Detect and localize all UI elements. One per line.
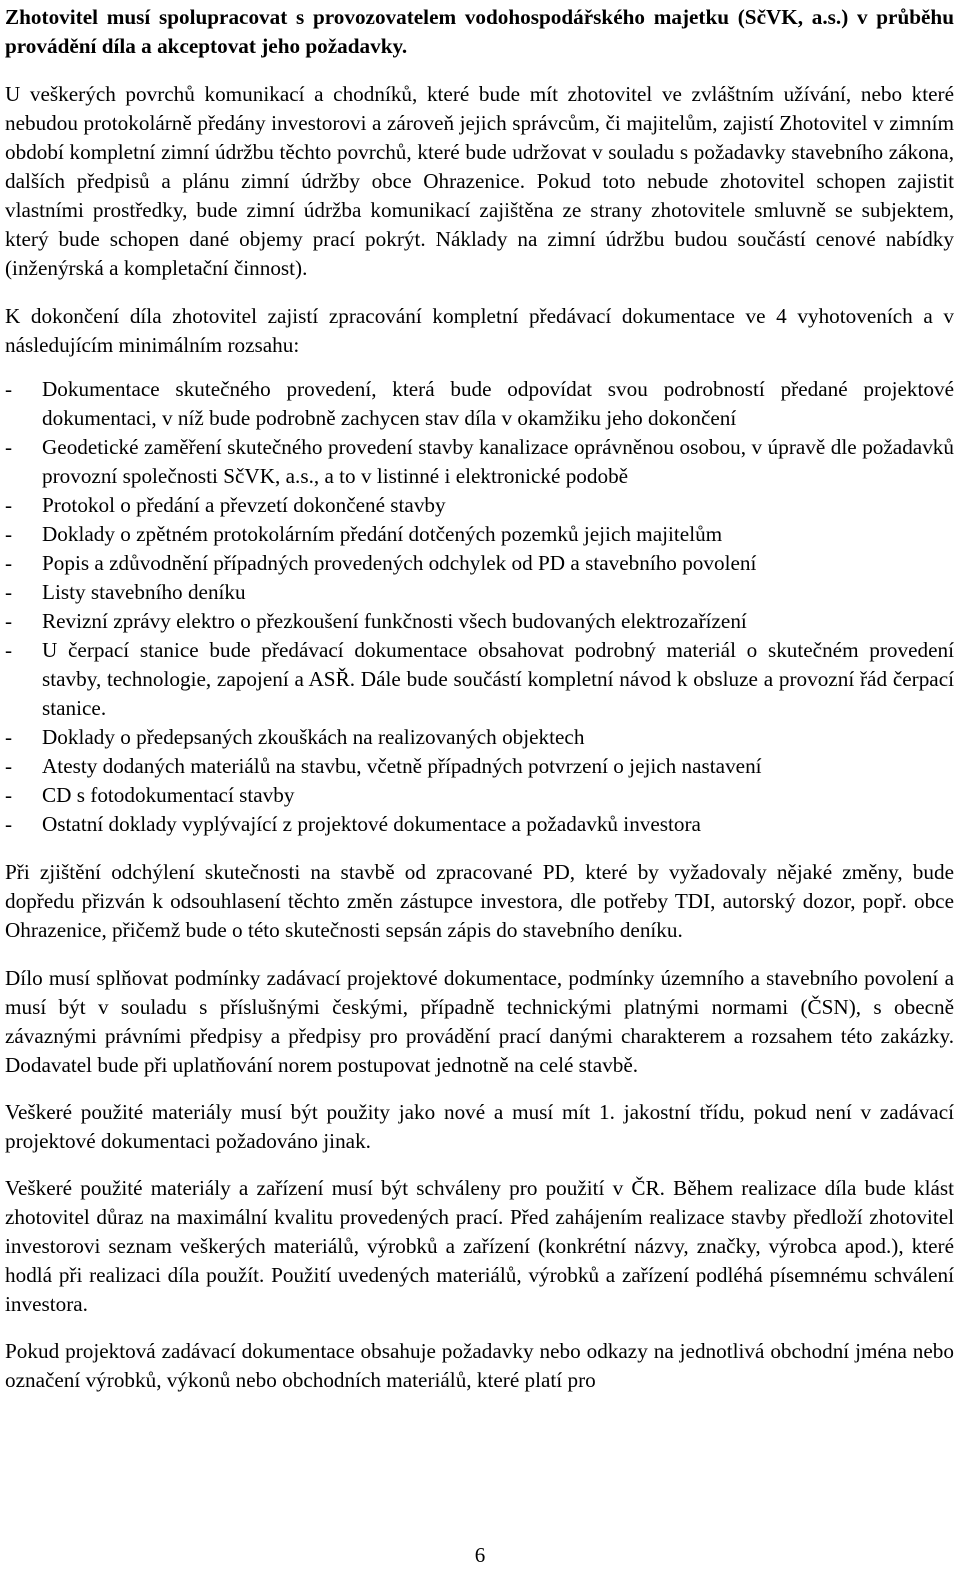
list-dash: - [5, 609, 13, 633]
list-dash: - [5, 783, 13, 807]
page-number: 6 [474, 1543, 486, 1567]
list-item [5, 375, 954, 433]
materials-approval-paragraph: Veškeré použité materiály a zařízení musí být schváleny pro použití v ČR. Během realizace díla bude klást zhotovitel důraz na maximální kvalitu provedených prací. Před zahájením realizace stavby předloží zhotovitel investorovi seznam veškerých materiálů, výrobků a zařízení (konkrétní názvy, značky, výrobca apod.), které hodlá při realizaci díla použít. Použití uvedených materiálů, výrobků a zařízení podléhá písemnému schválení investora. [5, 1176, 954, 1316]
list-dash: - [5, 377, 13, 401]
handover-documentation-paragraph: K dokončení díla zhotovitel zajistí zpracování kompletní předávací dokumentace ve 4 vyhotoveních a v následujícím minimálním rozsahu: [5, 304, 954, 357]
list-dash: - [5, 754, 13, 778]
list-item-text: Doklady o předepsaných zkouškách na realizovaných objektech [42, 725, 585, 749]
heading-paragraph: Zhotovitel musí spolupracovat s provozovatelem vodohospodářského majetku (SčVK, a.s.) v průběhu provádění díla a akceptovat jeho požadavky. [5, 5, 954, 58]
winter-maintenance-paragraph: U veškerých povrchů komunikací a chodníků, které bude mít zhotovitel ve zvláštním užívání, nebo které nebudou protokolárně předány investorovi a zároveň jejich správcům, či majitelům, zajistí Zhotovitel v zimním období kompletní zimní údržbu těchto povrchů, které bude udržovat v souladu s požadavky stavebního zákona, dalších předpisů a plánu zimní údržby obce Ohrazenice. Pokud toto nebude zhotovitel schopen zajistit vlastními prostředky, bude zimní údržba komunikací zajištěna ze strany zhotovitele smluvně se subjektem, který bude schopen dané objemy prací pokrýt. Náklady na zimní údržbu budou součástí cenové nabídky (inženýrská a kompletační činnost). [5, 82, 954, 280]
list-item [5, 636, 954, 723]
list-item-text: Listy stavebního deníku [42, 580, 246, 604]
list-item-text: Ostatní doklady vyplývající z projektové dokumentace a požadavků investora [42, 812, 701, 836]
list-item-text: U čerpací stanice bude předávací dokumentace obsahovat podrobný materiál o skutečném provedení stavby, technologie, zapojení a ASŘ. Dále bude součástí kompletní návod k obsluze a provozní řád čerpací stanice. [42, 638, 954, 720]
list-item [5, 578, 954, 607]
list-item-text: Doklady o zpětném protokolárním předání dotčených pozemků jejich majitelům [42, 522, 723, 546]
list-item [5, 607, 954, 636]
list-item [5, 520, 954, 549]
list-item-text: CD s fotodokumentací stavby [42, 783, 295, 807]
list-item-text: Atesty dodaných materiálů na stavbu, včetně případných potvrzení o jejich nastavení [42, 754, 762, 778]
norms-paragraph: Dílo musí splňovat podmínky zadávací projektové dokumentace, podmínky územního a stavebního povolení a musí být v souladu s příslušnými českými, případně technickými platnými normami (ČSN), s obecně závaznými právními předpisy a předpisy pro provádění prací danými charakterem a rozsahem této zakázky. Dodavatel bude při uplatňování norem postupovat jednotně na celé stavbě. [5, 966, 954, 1077]
document-page [5, 0, 954, 1395]
list-dash: - [5, 580, 13, 604]
list-dash: - [5, 435, 13, 459]
list-item [5, 549, 954, 578]
list-item [5, 752, 954, 781]
list-item [5, 433, 954, 491]
list-dash: - [5, 725, 13, 749]
list-dash: - [5, 522, 13, 546]
list-item [5, 723, 954, 752]
list-item-text: Popis a zdůvodnění případných provedených odchylek od PD a stavebního povolení [42, 551, 757, 575]
deviation-paragraph: Při zjištění odchýlení skutečnosti na stavbě od zpracované PD, které by vyžadovaly nějaké změny, bude dopředu přizván k odsouhlasení těchto změn zástupce investora, dle potřeby TDI, autorský dozor, popř. obce Ohrazenice, přičemž bude o této skutečnosti sepsán zápis do stavebního deníku. [5, 860, 954, 942]
list-dash: - [5, 551, 13, 575]
list-dash: - [5, 812, 13, 836]
list-dash: - [5, 493, 13, 517]
documentation-list [5, 375, 954, 839]
list-item [5, 810, 954, 839]
list-dash: - [5, 638, 13, 662]
list-item-text: Dokumentace skutečného provedení, která bude odpovídat svou podrobností předané projektové dokumentaci, v níž bude podrobně zachycen stav díla v okamžiku jeho dokončení [42, 377, 954, 430]
list-item-text: Revizní zprávy elektro o přezkoušení funkčnosti všech budovaných elektrozařízení [42, 609, 747, 633]
list-item [5, 781, 954, 810]
list-item-text: Protokol o předání a převzetí dokončené stavby [42, 493, 446, 517]
materials-quality-paragraph: Veškeré použité materiály musí být použity jako nové a musí mít 1. jakostní třídu, pokud není v zadávací projektové dokumentaci požadováno jinak. [5, 1100, 954, 1153]
trade-names-paragraph: Pokud projektová zadávací dokumentace obsahuje požadavky nebo odkazy na jednotlivá obchodní jména nebo označení výrobků, výkonů nebo obchodních materiálů, které platí pro [5, 1339, 954, 1392]
list-item-text: Geodetické zaměření skutečného provedení stavby kanalizace oprávněnou osobou, v úpravě dle požadavků provozní společnosti SčVK, a.s., a to v listinné i elektronické podobě [42, 435, 954, 488]
list-item [5, 491, 954, 520]
